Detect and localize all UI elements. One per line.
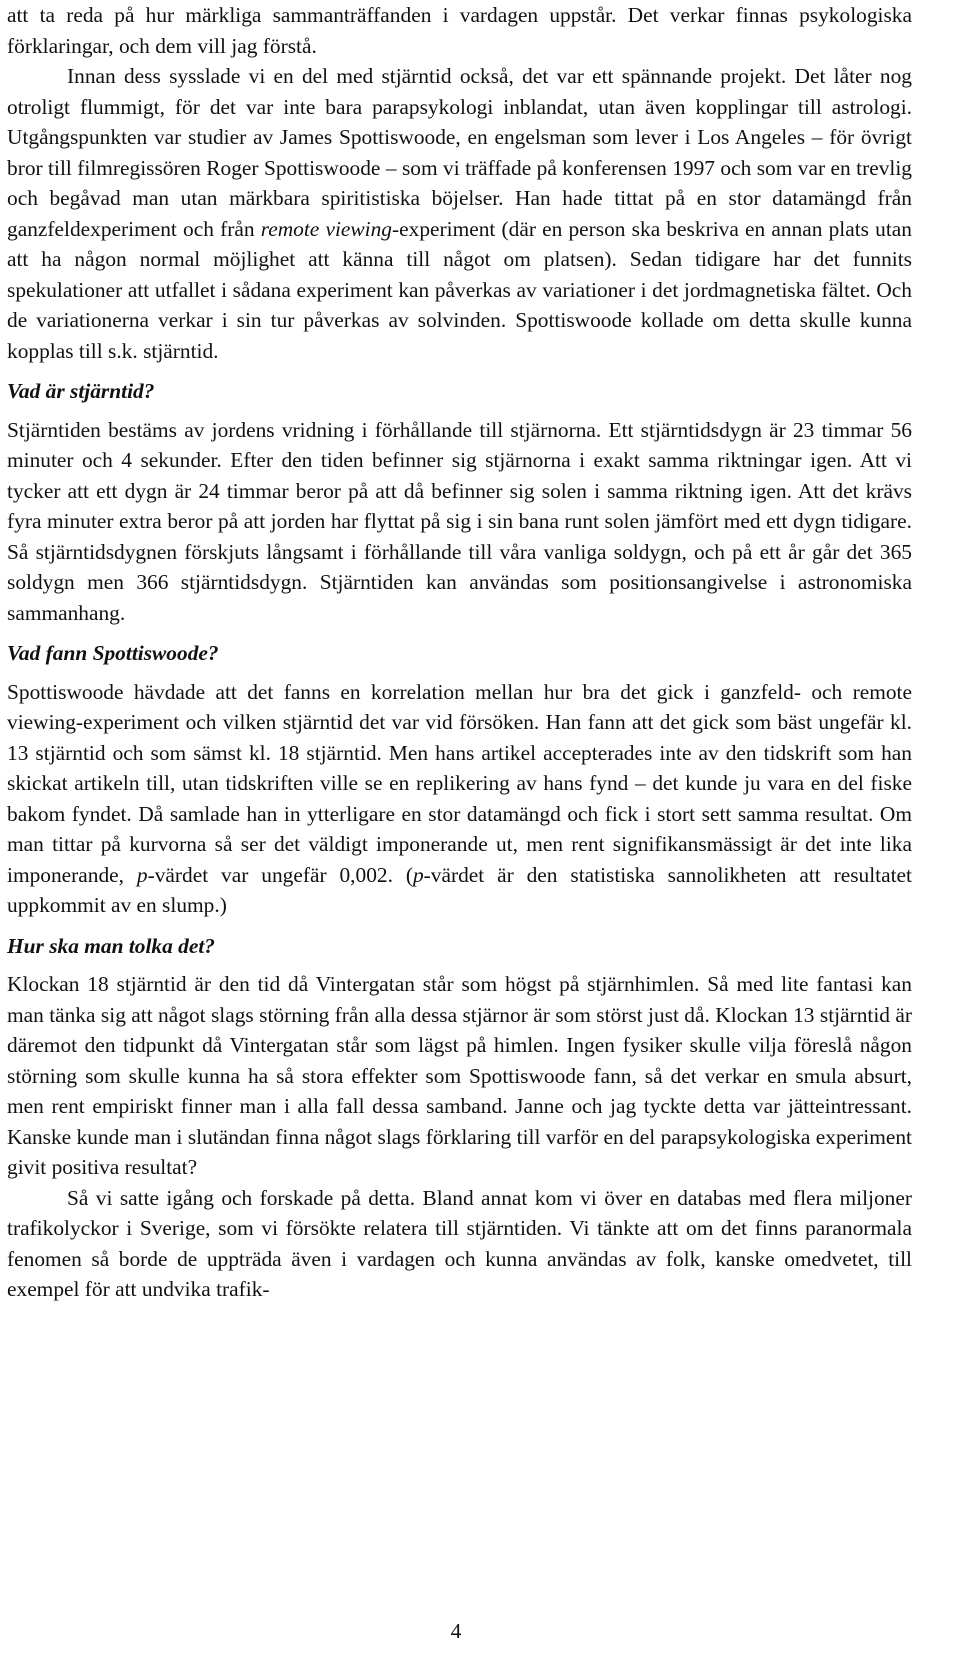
italic-text-run: remote viewing [260,216,392,241]
text-run: Innan dess sysslade vi en del med stjärntid också, det var ett spännande projekt. Det låter nog otroligt flummigt, för det var inte bara parapsykologi inblandat, utan även kopplingar till astrologi. Utgångspunkten var studier av James Spottiswoode, en engelsman som lever i Los Angeles – för övrigt bror till filmregissören Roger Spottiswoode – som vi träffade på konferensen 1997 och som var en trevlig och begåvad man utan märkbara spiritistiska böjelser. Han hade tittat på en stor datamängd från ganzfeldexperiment och från [7,64,912,241]
italic-text-run: p [412,862,424,887]
text-run: -värdet var ungefär 0,002. ( [147,862,413,887]
text-run: Spottiswoode hävdade att det fanns en korrelation mellan hur bra det gick i ganzfeld- och remote viewing-experiment och vilken stjärntid det var vid försöken. Han fann att det gick som bäst ungefär kl. 13 stjärntid och som sämst kl. 18 stjärntid. Men hans artikel accepterades inte av den tidskrift som han skickat artikeln till, utan tidskriften ville se en replikering av hans fynd – det kunde ju vara en del fiske bakom fyndet. Då samlade han in ytterligare en stor datamängd och fick i stort sett samma resultat. Om man tittar på kurvorna så ser det väldigt imponerande ut, men rent signifikansmässigt är det inte lika imponerande, [7,679,912,887]
paragraph-interpretation [7,969,912,1183]
text-run: -experiment (där en person ska beskriva en annan plats utan att ha någon normal möjlighet att känna till något om platsen). Sedan tidigare har det funnits spekulationer att utfallet i sådana experiment kan påverkas av variationer i det jordmagnetiska fältet. Och de variationerna verkar i sin tur påverkas av solvinden. Spottiswoode kollade om detta skulle kunna kopplas till s.k. stjärntid. [7,216,912,363]
italic-text-run: p [136,862,148,887]
paragraph-spottiswoode-findings [7,677,912,921]
paragraph-continuation [7,0,912,61]
heading-vad-ar-stjarntid: Vad är stjärntid? [7,379,155,403]
page-number: 4 [450,1619,462,1643]
text-run: Klockan 18 stjärntid är den tid då Vintergatan står som högst på stjärnhimlen. Så med lite fantasi kan man tänka sig att något slags störning från alla dessa stjärnor är som störst just då. Klockan 13 stjärntid är däremot den tidpunkt då Vintergatan står som lägst på himlen. Ingen fysiker skulle vilja föreslå någon störning som skulle kunna ha så stora effekter som Spottiswoode fann, så det verkar en smula absurt, men rent empiriskt finner man i alla fall dessa samband. Janne och jag tyckte detta var jätteintressant. Kanske kunde man i slutändan finna något slags förklaring till varför en del parapsykologiska experiment givit positiva resultat? [7,972,912,1179]
text-run: Så vi satte igång och forskade på detta. Bland annat kom vi över en databas med flera miljoner trafikolyckor i Sverige, som vi försökte relatera till stjärntiden. Vi tänkte att om det finns paranormala fenomen så borde de uppträda även i vardagen och kunna användas av folk, kanske omedvetet, till exempel för att undvika trafik- [7,1185,912,1301]
text-run: att ta reda på hur märkliga sammanträffanden i vardagen uppstår. Det verkar finnas psykologiska förklaringar, och dem vill jag förstå. [7,3,912,58]
text-run: -värdet är den statistiska sannolikheten att resultatet uppkommit av en slump.) [7,862,912,917]
heading-vad-fann-spottiswoode: Vad fann Spottiswoode? [7,641,219,665]
paragraph-traffic-research [7,1183,912,1305]
paragraph-stjarntid-definition [7,415,912,629]
heading-hur-ska-man-tolka: Hur ska man tolka det? [7,933,215,958]
document-page [7,0,912,1305]
text-run: Stjärntiden bestäms av jordens vridning i förhållande till stjärnorna. Ett stjärntidsdygn är 23 timmar 56 minuter och 4 sekunder. Efter den tiden befinner sig stjärnorna i exakt samma riktningar igen. Att vi tycker att ett dygn är 24 timmar beror på att då befinner sig solen i samma riktning igen. Att det krävs fyra minuter extra beror på att jorden har flyttat på sig i sin bana runt solen jämfört med ett dygn tidigare. Så stjärntidsdygnen förskjuts långsamt i förhållande till våra vanliga soldygn, och på ett år går det 365 soldygn men 366 stjärntidsdygn. Stjärntiden kan användas som positionsangivelse i astronomiska sammanhang. [7,417,912,625]
paragraph-stjarntid-intro [7,61,912,366]
